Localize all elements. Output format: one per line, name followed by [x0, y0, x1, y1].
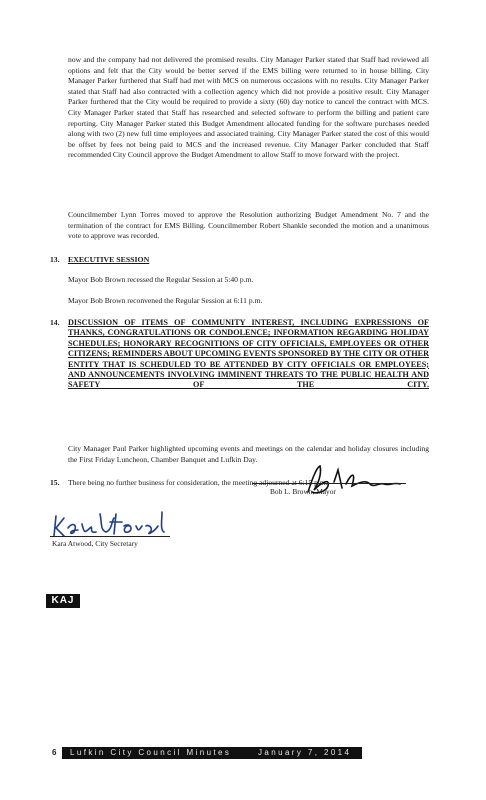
mayor-signature-line: [252, 483, 406, 484]
page-number: 6: [52, 748, 57, 757]
item-14-number: 14.: [50, 318, 60, 327]
reconvene-line: Mayor Bob Brown reconvened the Regular Session at 6:11 p.m.: [68, 296, 263, 305]
initials-stamp: KAJ: [46, 594, 80, 608]
page-footer: [52, 747, 362, 759]
paragraph-ems-billing: now and the company had not delivered the promised results. City Manager Parker stated that Staff had reviewed all options and felt that the City would be better served if the EMS billing were returned to in house billing. City Manager Parker furthered that Staff had met with MCS on numerous occasions with no results. City Manager Parker stated that Staff had also contracted with a collection agency which did not provide a positive result. City Manager Parker furthered that the City would be required to provide a sixty (60) day notice to cancel the contract with MCS. City Manager Parker stated that Staff has researched and selected software to perform the billing and patient care reporting. City Manager Parker stated this Budget Amendment allocated funding for the software purchases needed along with two (2) new full time employees and associated training. City Manager Parker stated the cost of this would be offset by fees not being paid to MCS and the increased revenue. City Manager Parker concluded that Staff recommended City Council approve the Budget Amendment to allow Staff to move forward with the project.: [68, 55, 429, 160]
secretary-caption: Kara Atwood, City Secretary: [52, 539, 138, 548]
item-13-title: EXECUTIVE SESSION: [68, 255, 150, 264]
footer-publication: Lufkin City Council Minutes: [70, 748, 232, 757]
footer-banner: [62, 747, 362, 759]
item-15-text: There being no further business for consideration, the meeting adjourned at 6:15 p.m.: [68, 478, 328, 487]
mayor-caption: Bob L. Brown, Mayor: [270, 487, 336, 496]
paragraph-motion: Councilmember Lynn Torres moved to approve the Resolution authorizing Budget Amendment No. 7 and the termination of the contract for EMS Billing. Councilmember Robert Shankle seconded the motion and a unanimous vote to approve was recorded.: [68, 210, 429, 241]
item-14-body: City Manager Paul Parker highlighted upcoming events and meetings on the calendar and holiday closures including the First Friday Luncheon, Chamber Banquet and Lufkin Day.: [68, 444, 429, 464]
secretary-signature-line: [50, 536, 170, 537]
recess-line: Mayor Bob Brown recessed the Regular Session at 5:40 p.m.: [68, 275, 254, 284]
item-13-number: 13.: [50, 255, 60, 264]
item-14-title: DISCUSSION OF ITEMS OF COMMUNITY INTEREST, INCLUDING EXPRESSIONS OF THANKS, CONGRATULATIONS OR CONDOLENCE; INFORMATION REGARDING HOLIDAY SCHEDULES; HONORARY RECOGNITIONS OF CITY OFFICIALS, EMPLOYEES OR OTHER CITIZENS; REMINDERS ABOUT UPCOMING EVENTS SPONSORED BY THE CITY OR OTHER ENTITY THAT IS SCHEDULED TO BE ATTENDED BY CITY OFFICIALS OR EMPLOYEES; AND ANNOUNCEMENTS INVOLVING IMMINENT THREATS TO THE PUBLIC HEALTH AND SAFETY OF THE CITY.: [68, 318, 429, 390]
item-15-number: 15.: [50, 478, 60, 487]
footer-date: January 7, 2014: [258, 748, 352, 757]
